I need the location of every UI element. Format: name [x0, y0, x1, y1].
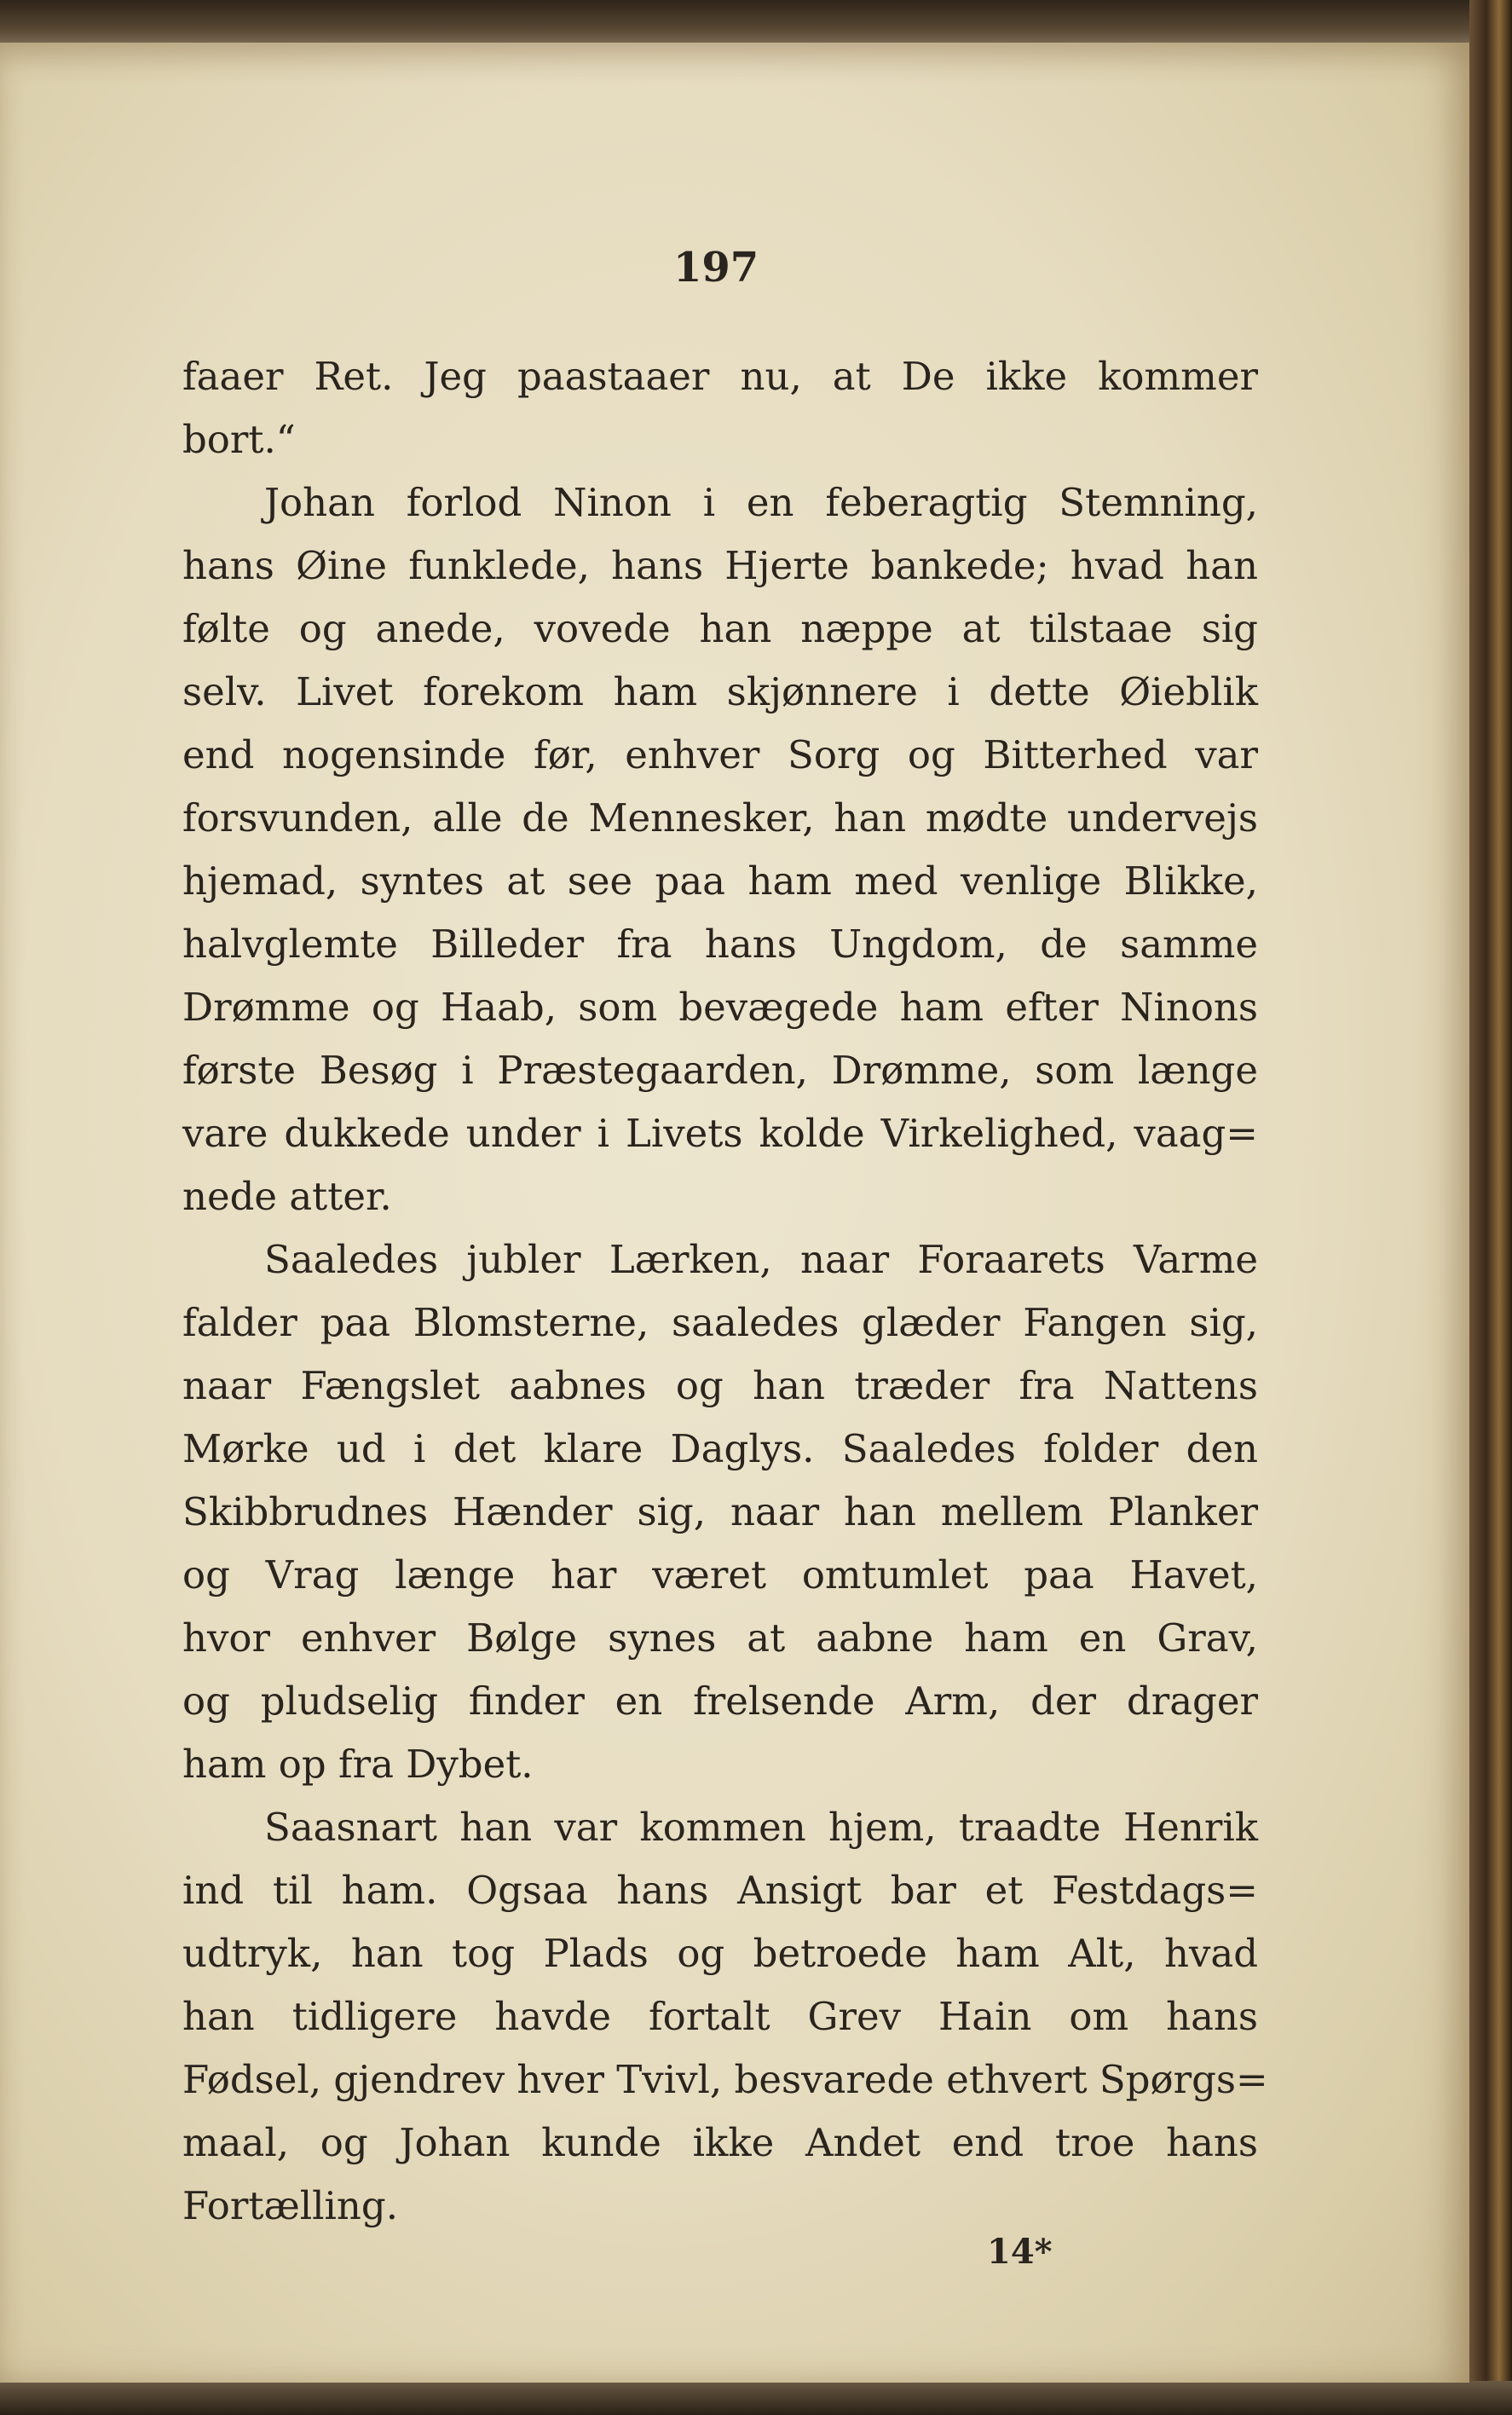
text-line: og pludselig finder en frelsende Arm, der drager	[182, 1678, 1258, 1724]
text-line: hjemad, syntes at see paa ham med venlige Blikke,	[182, 858, 1258, 904]
text-line: ind til ham. Ogsaa hans Ansigt bar et Festdags=	[182, 1868, 1258, 1913]
text-line: maal, og Johan kunde ikke Andet end troe hans	[182, 2120, 1258, 2165]
text-line: bort.“	[182, 417, 296, 462]
text-line: Mørke ud i det klare Daglys. Saaledes folder den	[182, 1426, 1258, 1471]
text-line: hvor enhver Bølge synes at aabne ham en Grav,	[182, 1615, 1258, 1661]
text-line: naar Fængslet aabnes og han træder fra Nattens	[182, 1363, 1258, 1408]
text-line: følte og anede, vovede han næppe at tilstaae sig	[182, 606, 1258, 651]
text-line: halvglemte Billeder fra hans Ungdom, de samme	[182, 922, 1258, 967]
text-line: udtryk, han tog Plads og betroede ham Alt, hvad	[182, 1931, 1258, 1976]
text-line: selv. Livet forekom ham skjønnere i dette Øieblik	[182, 669, 1258, 714]
text-line: Drømme og Haab, som bevægede ham efter Ninons	[182, 985, 1258, 1030]
text-line: faaer Ret. Jeg paastaaer nu, at De ikke kommer	[182, 354, 1258, 399]
text-line: forsvunden, alle de Mennesker, han mødte undervejs	[182, 795, 1258, 841]
signature-mark: 14*	[987, 2232, 1053, 2272]
text-line: ham op fra Dybet.	[182, 1742, 534, 1787]
text-line: Fødsel, gjendrev hver Tvivl, besvarede ethvert Spørgs=	[182, 2057, 1268, 2102]
text-line: og Vrag længe har været omtumlet paa Havet,	[182, 1552, 1258, 1597]
text-line: Saasnart han var kommen hjem, traadte Henrik	[264, 1805, 1258, 1850]
text-line: Saaledes jubler Lærken, naar Foraarets Varme	[264, 1237, 1258, 1282]
book-page	[0, 43, 1469, 2383]
text-line: Skibbrudnes Hænder sig, naar han mellem Planker	[182, 1489, 1258, 1534]
text-line: end nogensinde før, enhver Sorg og Bitterhed var	[182, 732, 1258, 777]
text-line: Fortælling.	[182, 2183, 399, 2228]
text-line: nede atter.	[182, 1174, 392, 1219]
book-binding-edge	[1469, 0, 1512, 2415]
page-number: 197	[673, 244, 759, 292]
text-line: han tidligere havde fortalt Grev Hain om hans	[182, 1994, 1258, 2039]
text-line: første Besøg i Præstegaarden, Drømme, som længe	[182, 1048, 1258, 1093]
text-line: Johan forlod Ninon i en feberagtig Stemning,	[264, 480, 1258, 525]
text-line: hans Øine funklede, hans Hjerte bankede; hvad han	[182, 543, 1258, 588]
body-text	[182, 345, 1268, 2238]
text-line: falder paa Blomsterne, saaledes glæder Fangen sig,	[182, 1300, 1258, 1345]
book-bottom-edge	[0, 2381, 1512, 2415]
text-line: vare dukkede under i Livets kolde Virkelighed, vaag=	[182, 1111, 1258, 1156]
